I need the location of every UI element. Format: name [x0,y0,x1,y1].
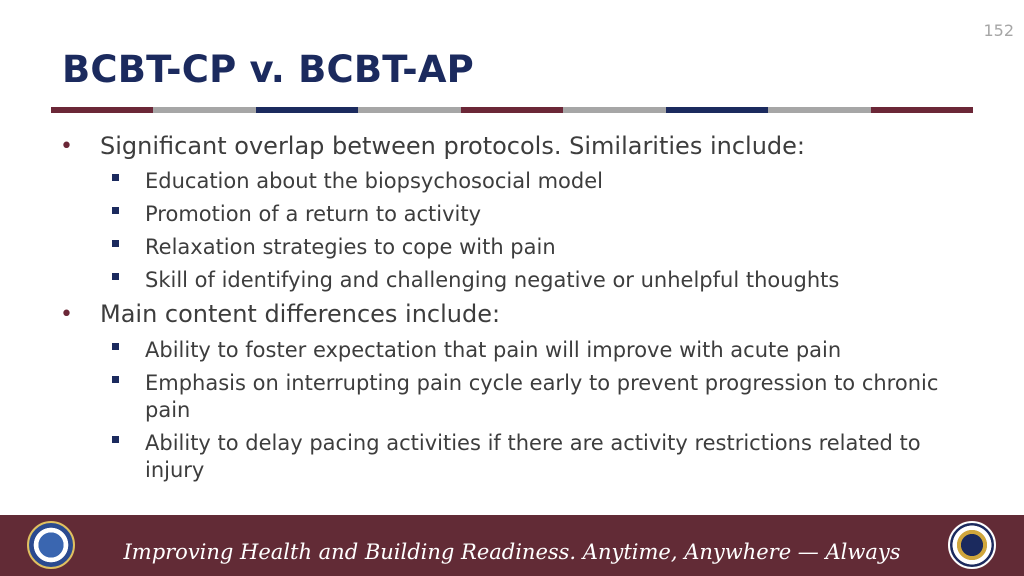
sub-bullet-text: Ability to foster expectation that pain will improve with acute pain [145,338,842,362]
rule-segment [666,107,768,113]
square-bullet-icon [112,376,119,383]
square-bullet-icon [112,273,119,280]
footer-bar [0,515,1024,576]
bullet-text: Significant overlap between protocols. Similarities include: [100,132,805,160]
square-bullet-icon [112,207,119,214]
slide-title: BCBT-CP v. BCBT-AP [62,48,474,91]
bullet-text: Main content differences include: [100,300,501,328]
title-rule [51,107,973,113]
sub-bullet-text: Education about the biopsychosocial model [145,169,603,193]
rule-segment [461,107,563,113]
rule-segment [358,107,460,113]
sub-bullet-text: Promotion of a return to activity [145,202,482,226]
footer-tagline: Improving Health and Building Readiness. Anytime, Anywhere — Always [123,540,901,564]
bullet-dot-icon: • [60,134,73,159]
sub-bullet-text: Relaxation strategies to cope with pain [145,235,556,259]
rule-segment [768,107,870,113]
square-bullet-icon [112,436,119,443]
square-bullet-icon [112,240,119,247]
rule-segment [51,107,153,113]
sub-bullet-text: Skill of identifying and challenging negative or unhelpful thoughts [145,268,840,292]
sub-bullet-text: Emphasis on interrupting pain cycle early to prevent progression to chronic pain [145,371,939,422]
rule-segment [153,107,255,113]
slide-number: 152 [983,21,1014,40]
dha-seal-icon [948,521,996,569]
square-bullet-icon [112,174,119,181]
bullet-dot-icon: • [60,302,73,327]
square-bullet-icon [112,343,119,350]
sub-bullet-text: Ability to delay pacing activities if there are activity restrictions related to injury [145,431,921,482]
rule-segment [256,107,358,113]
rule-segment [563,107,665,113]
rule-segment [871,107,973,113]
